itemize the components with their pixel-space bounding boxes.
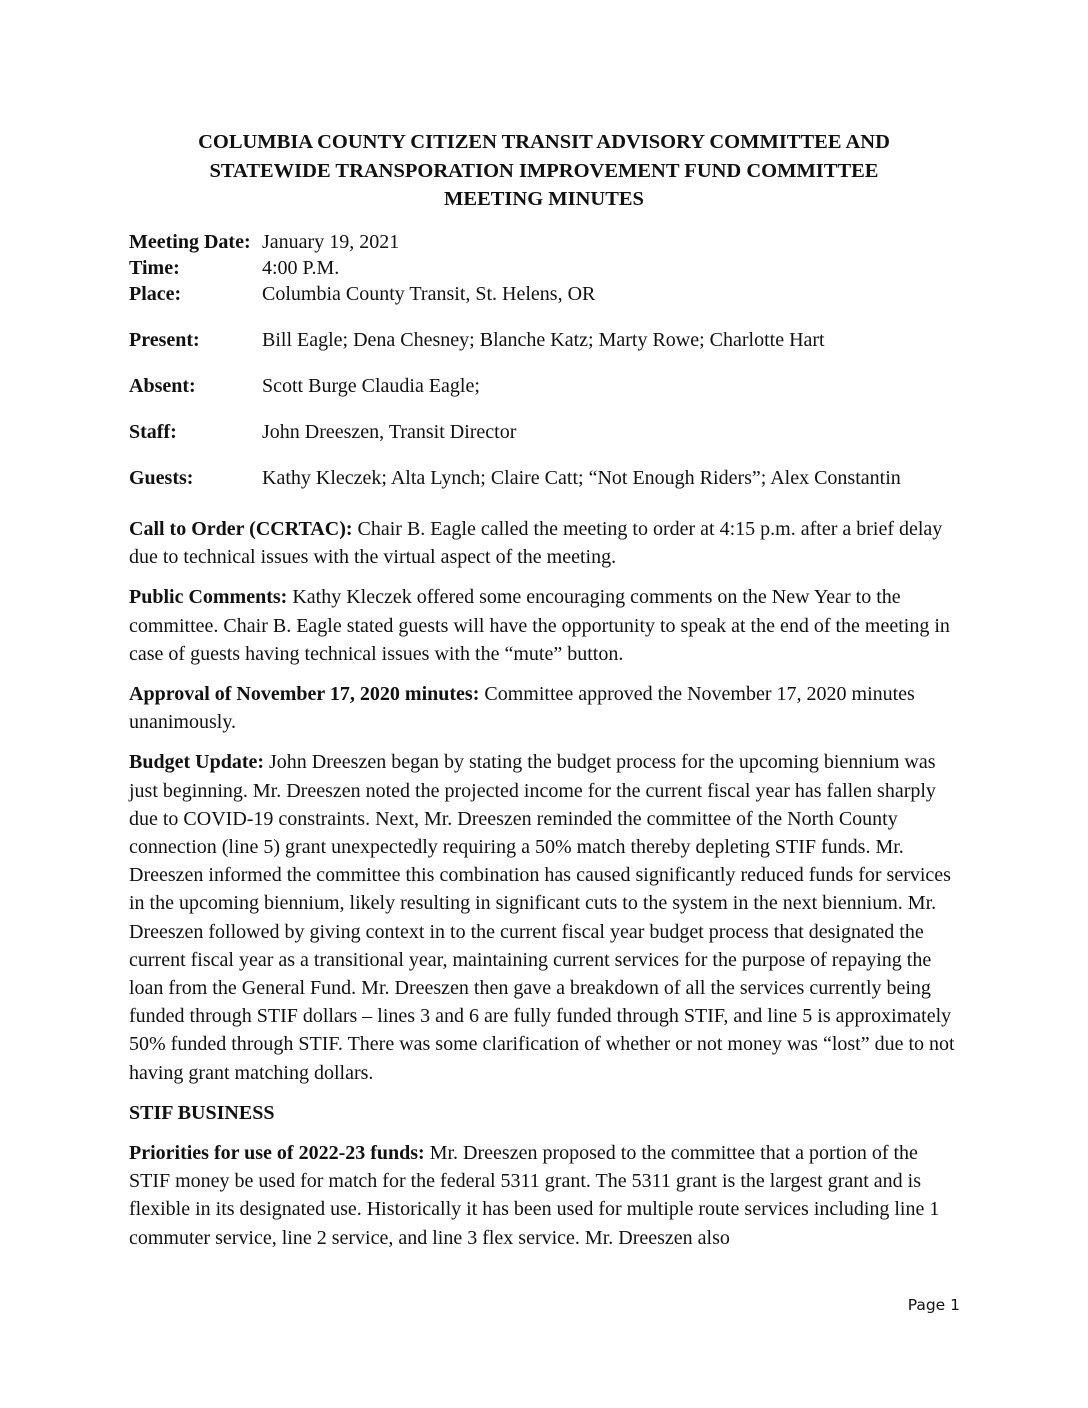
time-label: Time: — [129, 257, 180, 279]
budget-update-heading: Budget Update: — [129, 751, 265, 774]
meeting-date-label: Meeting Date: — [129, 231, 251, 253]
present-row — [129, 327, 989, 353]
time-value: 4:00 P.M. — [262, 257, 340, 279]
public-comments-heading: Public Comments: — [129, 586, 288, 609]
guests-row — [129, 465, 989, 491]
minutes-body — [129, 515, 957, 1264]
stif-business-heading: STIF BUSINESS — [129, 1101, 275, 1124]
budget-update-paragraph — [129, 748, 957, 1086]
approval-text: Committee approved the November 17, 2020 minutes unanimously. — [129, 683, 915, 734]
priorities-heading: Priorities for use of 2022-23 funds: — [129, 1142, 425, 1165]
meeting-date-row — [129, 229, 989, 255]
present-label: Present: — [129, 329, 200, 351]
absent-value: Scott Burge Claudia Eagle; — [262, 375, 480, 397]
place-value: Columbia County Transit, St. Helens, OR — [262, 283, 596, 305]
meeting-info — [129, 229, 989, 491]
document-title — [120, 128, 968, 214]
priorities-paragraph — [129, 1139, 957, 1252]
time-row — [129, 255, 989, 281]
staff-row — [129, 419, 989, 445]
staff-label: Staff: — [129, 421, 177, 443]
budget-update-text: John Dreeszen began by stating the budget process for the upcoming biennium was just beginning. Mr. Dreeszen noted the projected income for the current fiscal year has fallen sharply due to COVID-19 constraints. Next, Mr. Dreeszen reminded the committee of the North County connection (line 5) grant unexpectedly requiring a 50% match thereby depleting STIF funds. Mr. Dreeszen informed the committee this combination has caused significantly reduced funds for services in the upcoming biennium, likely resulting in significant cuts to the system in the next biennium. Mr. Dreeszen followed by giving context in to the current fiscal year budget process that designated the current fiscal year as a transitional year, maintaining current services for the purpose of repaying the loan from the General Fund. Mr. Dreeszen then gave a breakdown of all the services currently being funded through STIF dollars – lines 3 and 6 are fully funded through STIF, and line 5 is approximately 50% funded through STIF. There was some clarification of whether or not money was “lost” due to not having grant matching dollars. — [129, 751, 955, 1084]
public-comments-paragraph — [129, 583, 957, 668]
meeting-date-value: January 19, 2021 — [262, 231, 400, 253]
title-line-1: COLUMBIA COUNTY CITIZEN TRANSIT ADVISORY COMMITTEE AND — [198, 131, 890, 153]
absent-row — [129, 373, 989, 399]
approval-heading: Approval of November 17, 2020 minutes: — [129, 683, 480, 706]
page-number: Page 1 — [907, 1296, 960, 1314]
public-comments-text: Kathy Kleczek offered some encouraging comments on the New Year to the committee. Chair B. Eagle stated guests will have the opportunity to speak at the end of the meeting in case of guests having technical issues with the “mute” button. — [129, 586, 950, 665]
call-to-order-text: Chair B. Eagle called the meeting to order at 4:15 p.m. after a brief delay due to technical issues with the virtual aspect of the meeting. — [129, 518, 943, 569]
guests-value: Kathy Kleczek; Alta Lynch; Claire Catt; “Not Enough Riders”; Alex Constantin — [262, 467, 901, 489]
approval-paragraph — [129, 680, 957, 736]
absent-label: Absent: — [129, 375, 196, 397]
priorities-text: Mr. Dreeszen proposed to the committee that a portion of the STIF money be used for match for the federal 5311 grant. The 5311 grant is the largest grant and is flexible in its designated use. Historically it has been used for multiple route services including line 1 commuter service, line 2 service, and line 3 flex service. Mr. Dreeszen also — [129, 1142, 940, 1249]
place-row — [129, 281, 989, 307]
call-to-order-heading: Call to Order (CCRTAC): — [129, 518, 353, 540]
place-label: Place: — [129, 283, 182, 305]
call-to-order-paragraph — [129, 515, 957, 571]
guests-label: Guests: — [129, 467, 194, 489]
title-line-2: STATEWIDE TRANSPORATION IMPROVEMENT FUND COMMITTEE — [209, 159, 879, 182]
title-line-3: MEETING MINUTES — [444, 188, 644, 210]
staff-value: John Dreeszen, Transit Director — [262, 421, 517, 443]
present-value: Bill Eagle; Dena Chesney; Blanche Katz; Marty Rowe; Charlotte Hart — [262, 329, 825, 351]
